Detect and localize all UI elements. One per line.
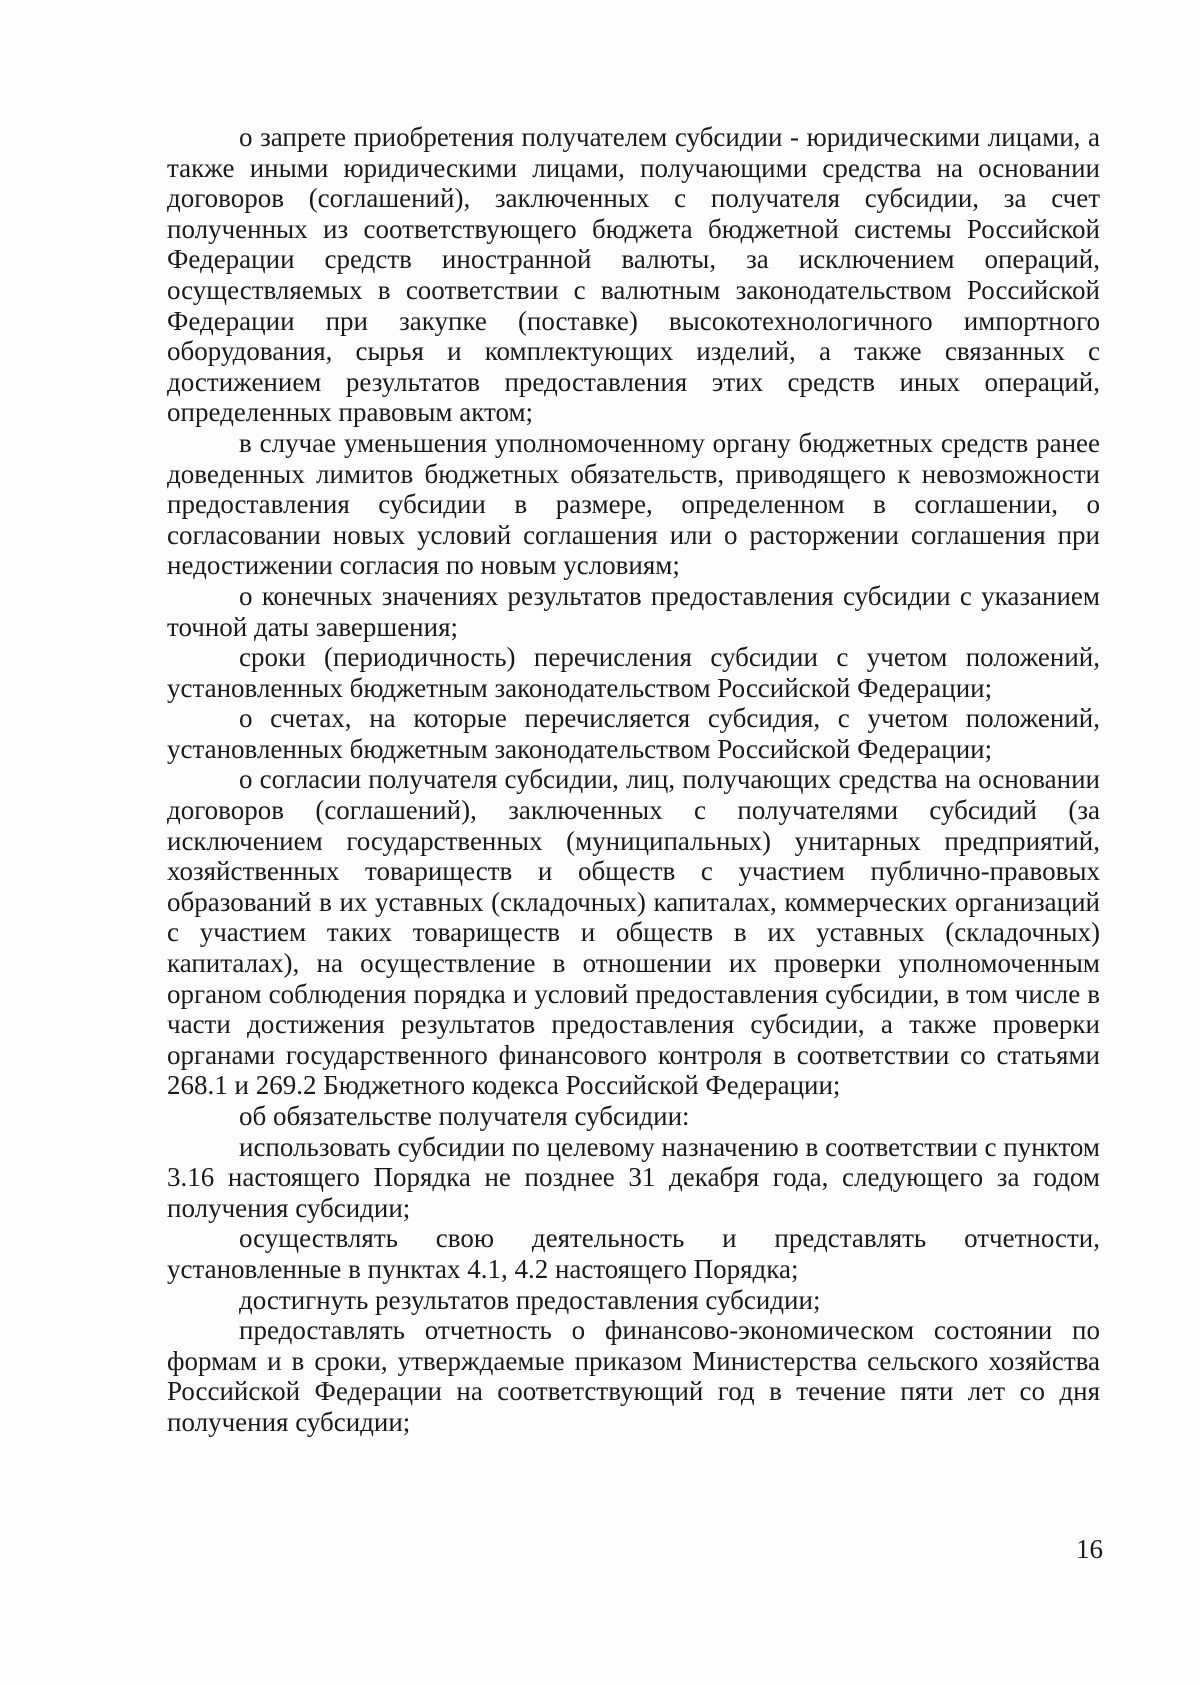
paragraph-1: о запрете приобретения получателем субсидии - юридическими лицами, а также иными юридическими лицами, получающими средства на основании договоров (соглашений), заключенных с получателя субсидии, за счет полученных из соответствующего бюджета бюджетной системы Российской Федерации средств иностранной валюты, за исключением операций, осуществляемых в соответствии с валютным законодательством Российской Федерации при закупке (поставке) высокотехнологичного импортного оборудования, сырья и комплектующих изделий, а также связанных с достижением результатов предоставления этих средств иных операций, определенных правовым актом; bbox=[167, 122, 1100, 428]
page-number: 16 bbox=[1076, 1534, 1103, 1564]
paragraph-7: об обязательстве получателя субсидии: bbox=[239, 1101, 690, 1131]
paragraph-8: использовать субсидии по целевому назначению в соответствии с пунктом 3.16 настоящего Порядка не позднее 31 декабря года, следующего за годом получения субсидии; bbox=[167, 1131, 1100, 1223]
paragraph-9: осуществлять свою деятельность и представлять отчетности, установленные в пунктах 4.1, 4.2 настоящего Порядка; bbox=[167, 1223, 1100, 1284]
paragraph-4: сроки (периодичность) перечисления субсидии с учетом положений, установленных бюджетным законодательством Российской Федерации; bbox=[167, 642, 1100, 703]
paragraph-3: о конечных значениях результатов предоставления субсидии с указанием точной даты завершения; bbox=[167, 580, 1100, 642]
paragraph-5: о счетах, на которые перечисляется субсидия, с учетом положений, установленных бюджетным законодательством Российской Федерации; bbox=[167, 703, 1100, 764]
paragraph-2: в случае уменьшения уполномоченному органу бюджетных средств ранее доведенных лимитов бюджетных обязательств, приводящего к невозможности предоставления субсидии в размере, определенном в соглашении, о согласовании новых условий соглашения или о расторжении соглашения при недостижении согласия по новым условиям; bbox=[167, 427, 1100, 581]
paragraph-10: достигнуть результатов предоставления субсидии; bbox=[239, 1284, 821, 1315]
document-body bbox=[167, 122, 1100, 1438]
paragraph-11: предоставлять отчетность о финансово-экономическом состоянии по формам и в сроки, утверждаемые приказом Министерства сельского хозяйства Российской Федерации на соответствующий год в течение пяти лет со дня получения субсидии; bbox=[167, 1315, 1100, 1437]
paragraph-6: о согласии получателя субсидии, лиц, получающих средства на основании договоров (соглашений), заключенных с получателями субсидий (за исключением государственных (муниципальных) унитарных предприятий, хозяйственных товариществ и обществ с участием публично-правовых образований в их уставных (складочных) капиталах, коммерческих организаций с участием таких товариществ и обществ в их уставных (складочных) капиталах), на осуществление в отношении их проверки уполномоченным органом соблюдения порядка и условий предоставления субсидии, в том числе в части достижения результатов предоставления субсидии, а также проверки органами государственного финансового контроля в соответствии со статьями 268.1 и 269.2 Бюджетного кодекса Российской Федерации; bbox=[167, 764, 1100, 1101]
